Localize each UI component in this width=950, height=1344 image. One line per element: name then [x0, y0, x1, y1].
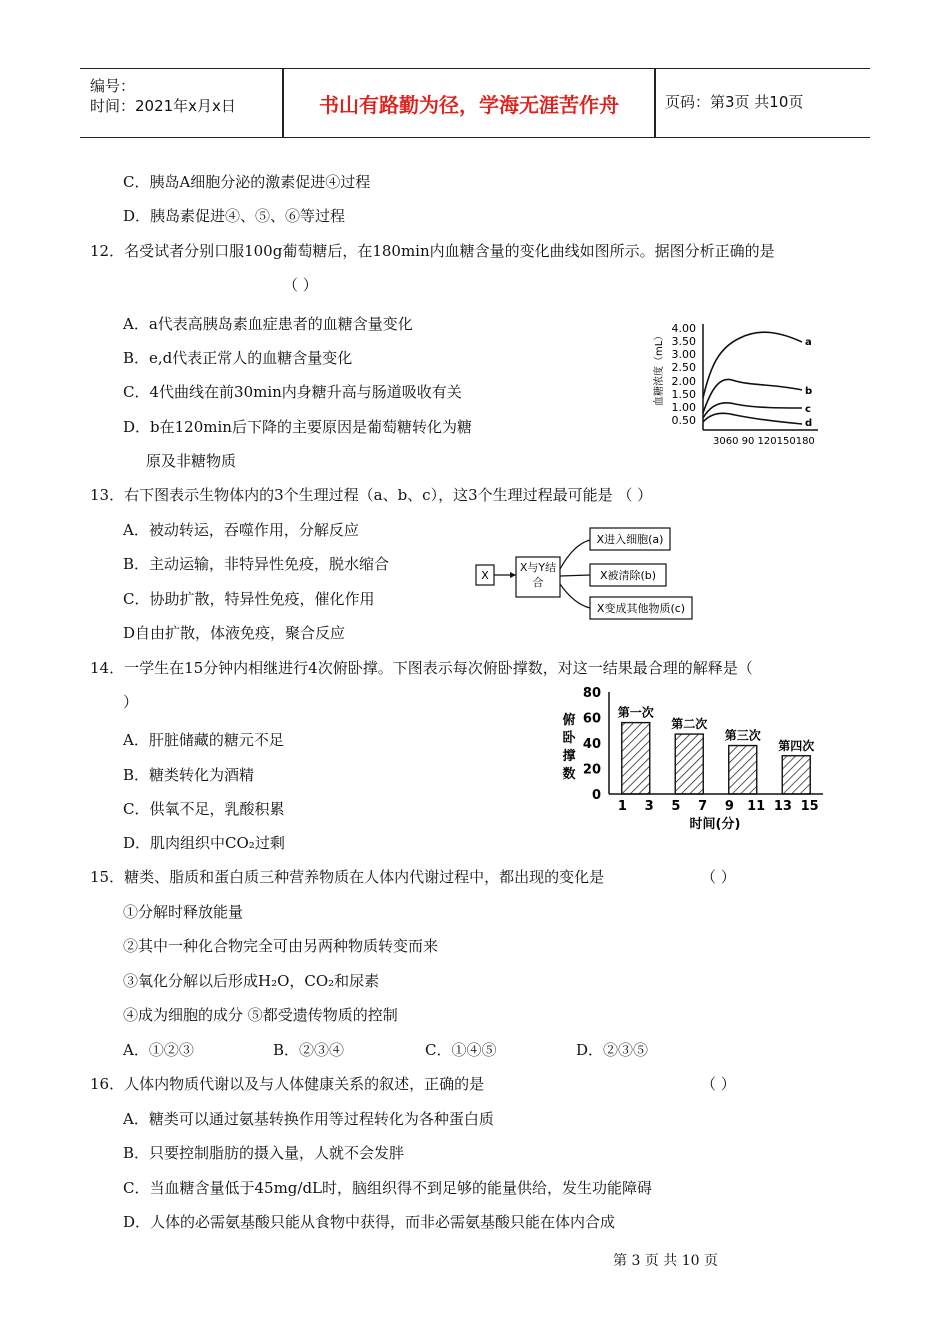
header-meta: [80, 69, 282, 137]
page-footer: 第 3 页 共 10 页: [613, 1253, 718, 1269]
bar-category-label: 第二次: [671, 717, 708, 732]
date-label: 时间：2021年x月x日: [90, 97, 236, 115]
option-line: C．供氧不足，乳酸积累: [123, 800, 285, 818]
bar-yticks: [583, 686, 601, 803]
option-line: D．b在120min后下降的主要原因是葡萄糖转化为糖: [123, 418, 472, 436]
question-12: 12．名受试者分别口服100g葡萄糖后，在180min内血糖含量的变化曲线如图所示。据图分析正确的是: [90, 242, 775, 260]
option-line: B．糖类转化为酒精: [123, 766, 255, 784]
node-x-label: X: [481, 569, 489, 582]
option-line: D．胰岛素促进④、⑤、⑥等过程: [123, 207, 346, 225]
question-16: 16．人体内物质代谢以及与人体健康关系的叙述，正确的是: [90, 1075, 485, 1093]
option-line: C．协助扩散，特异性免疫，催化作用: [123, 590, 375, 608]
option-line: A．肝脏储藏的糖元不足: [123, 731, 284, 749]
arrow: [560, 584, 590, 608]
choice-b: B．②③④: [273, 1041, 345, 1059]
option-line: C．胰岛A细胞分泌的激素促进④过程: [123, 173, 371, 191]
glucose-curve-figure: [640, 318, 830, 450]
option-line: 原及非糖物质: [146, 452, 237, 470]
answer-bracket: （ ）: [701, 1075, 736, 1093]
choice-a: A．①②③: [123, 1041, 194, 1059]
header-motto: 书山有路勤为径，学海无涯苦作舟: [319, 92, 619, 117]
bar-xtick: 7: [698, 799, 708, 814]
node-binding-label: X与Y结合: [519, 561, 557, 589]
option-line: B．主动运输，非特异性免疫，脱水缩合: [123, 555, 390, 573]
answer-bracket: ）: [123, 693, 139, 711]
answer-bracket: （ ）: [701, 868, 736, 886]
question-14: 14．一学生在15分钟内相继进行4次俯卧撑。下图表示每次俯卧撑数，对这一结果最合理的解释是（: [90, 659, 753, 677]
bar: [675, 734, 703, 794]
ytick: 0.50: [671, 414, 696, 427]
node-b-label: X被清除(b): [599, 569, 657, 582]
bar-ylabel-char: 撑: [562, 749, 576, 764]
glucose-xticks: 3060 90 120150180: [713, 436, 815, 447]
bar-ytick: 0: [591, 788, 601, 803]
bar-xtick: 5: [671, 799, 681, 814]
choice-c: C．①④⑤: [425, 1041, 497, 1059]
bar-ytick: 20: [582, 762, 601, 778]
option-line: C．当血糖含量低于45mg/dL时，脑组织得不到足够的能量供给，发生功能障碍: [123, 1179, 653, 1197]
bar: [622, 723, 650, 794]
arrow: [560, 575, 590, 576]
bar-xlabel: 时间(分): [689, 817, 741, 832]
curve-c: [703, 403, 802, 418]
curve-d: [703, 413, 802, 424]
page-number-label: 页码：第3页 共10页: [665, 93, 804, 111]
option-line: D．人体的必需氨基酸只能从食物中获得，而非必需氨基酸只能在体内合成: [123, 1213, 616, 1231]
node-binding-label-wrap: [518, 560, 558, 596]
bar-xtick: 11: [747, 799, 766, 814]
bar: [729, 746, 757, 794]
curve-label-b: b: [805, 386, 813, 397]
curve-labels: [805, 337, 812, 429]
ytick: 3.50: [671, 335, 696, 348]
bar: [782, 756, 810, 794]
curve-label-c: c: [805, 404, 811, 415]
curve-label-a: a: [805, 337, 812, 348]
bar-xtick: 9: [724, 799, 734, 814]
serial-label: 编号：: [90, 77, 136, 95]
glucose-yticks: [672, 322, 697, 427]
ytick: 4.00: [671, 322, 696, 335]
glucose-ylabel: 血糖浓度（mL）: [654, 330, 665, 406]
option-line: D．肌肉组织中CO₂过剩: [123, 834, 285, 852]
bar-xtick: 1: [617, 799, 627, 814]
option-line: D自由扩散，体液免疫，聚合反应: [123, 624, 346, 642]
pushup-bar-chart: [555, 682, 845, 834]
header-divider: [654, 69, 656, 137]
choice-d: D．②③⑤: [576, 1041, 649, 1059]
bar-ylabel-char: 数: [562, 767, 576, 782]
option-line: B．只要控制脂肪的摄入量，人就不会发胖: [123, 1144, 405, 1162]
arrow: [560, 540, 590, 569]
ytick: 2.50: [671, 361, 696, 374]
statement-line: ②其中一种化合物完全可由另两种物质转变而来: [123, 937, 439, 955]
process-diagram: [474, 524, 700, 620]
answer-bracket: （ ）: [283, 276, 318, 294]
bar-xticks: [618, 799, 819, 814]
bars: [618, 705, 815, 794]
page-header: [80, 68, 870, 138]
statement-line: ①分解时释放能量: [123, 903, 244, 921]
ytick: 1.00: [671, 401, 696, 414]
curve-label-d: d: [805, 418, 813, 429]
option-line: B．e,d代表正常人的血糖含量变化: [123, 349, 353, 367]
bar-ylabel: [562, 712, 576, 782]
bar-xtick: 15: [800, 799, 819, 814]
option-line: A．被动转运，吞噬作用，分解反应: [123, 521, 359, 539]
ytick: 2.00: [671, 375, 696, 388]
ytick: 1.50: [671, 388, 696, 401]
statement-line: ③氧化分解以后形成H₂O，CO₂和尿素: [123, 972, 380, 990]
node-c-label: X变成其他物质(c): [596, 602, 686, 615]
bar-ylabel-char: 卧: [562, 731, 576, 746]
question-13: 13．右下图表示生物体内的3个生理过程（a、b、c），这3个生理过程最可能是 （ ）: [90, 486, 653, 504]
bar-xtick: 13: [773, 799, 792, 814]
statement-line: ④成为细胞的成分 ⑤都受遗传物质的控制: [123, 1006, 398, 1024]
bar-ytick: 40: [582, 737, 601, 752]
option-line: A．a代表高胰岛素血症患者的血糖含量变化: [123, 315, 413, 333]
option-line: C．4代曲线在前30min内身糖升高与肠道吸收有关: [123, 383, 462, 401]
bar-ylabel-char: 俯: [562, 713, 576, 728]
bar-ytick: 80: [582, 686, 601, 701]
bar-category-label: 第三次: [724, 728, 761, 743]
option-line: A．糖类可以通过氨基转换作用等过程转化为各种蛋白质: [123, 1110, 494, 1128]
bar-xtick: 3: [644, 799, 654, 814]
arrowhead: [510, 572, 516, 578]
question-15: 15．糖类、脂质和蛋白质三种营养物质在人体内代谢过程中，都出现的变化是: [90, 868, 605, 886]
bar-category-label: 第四次: [778, 738, 815, 753]
bar-ytick: 60: [582, 711, 601, 727]
node-a-label: X进入细胞(a): [596, 533, 664, 546]
bar-category-label: 第一次: [617, 705, 654, 720]
ytick: 3.00: [671, 348, 696, 361]
